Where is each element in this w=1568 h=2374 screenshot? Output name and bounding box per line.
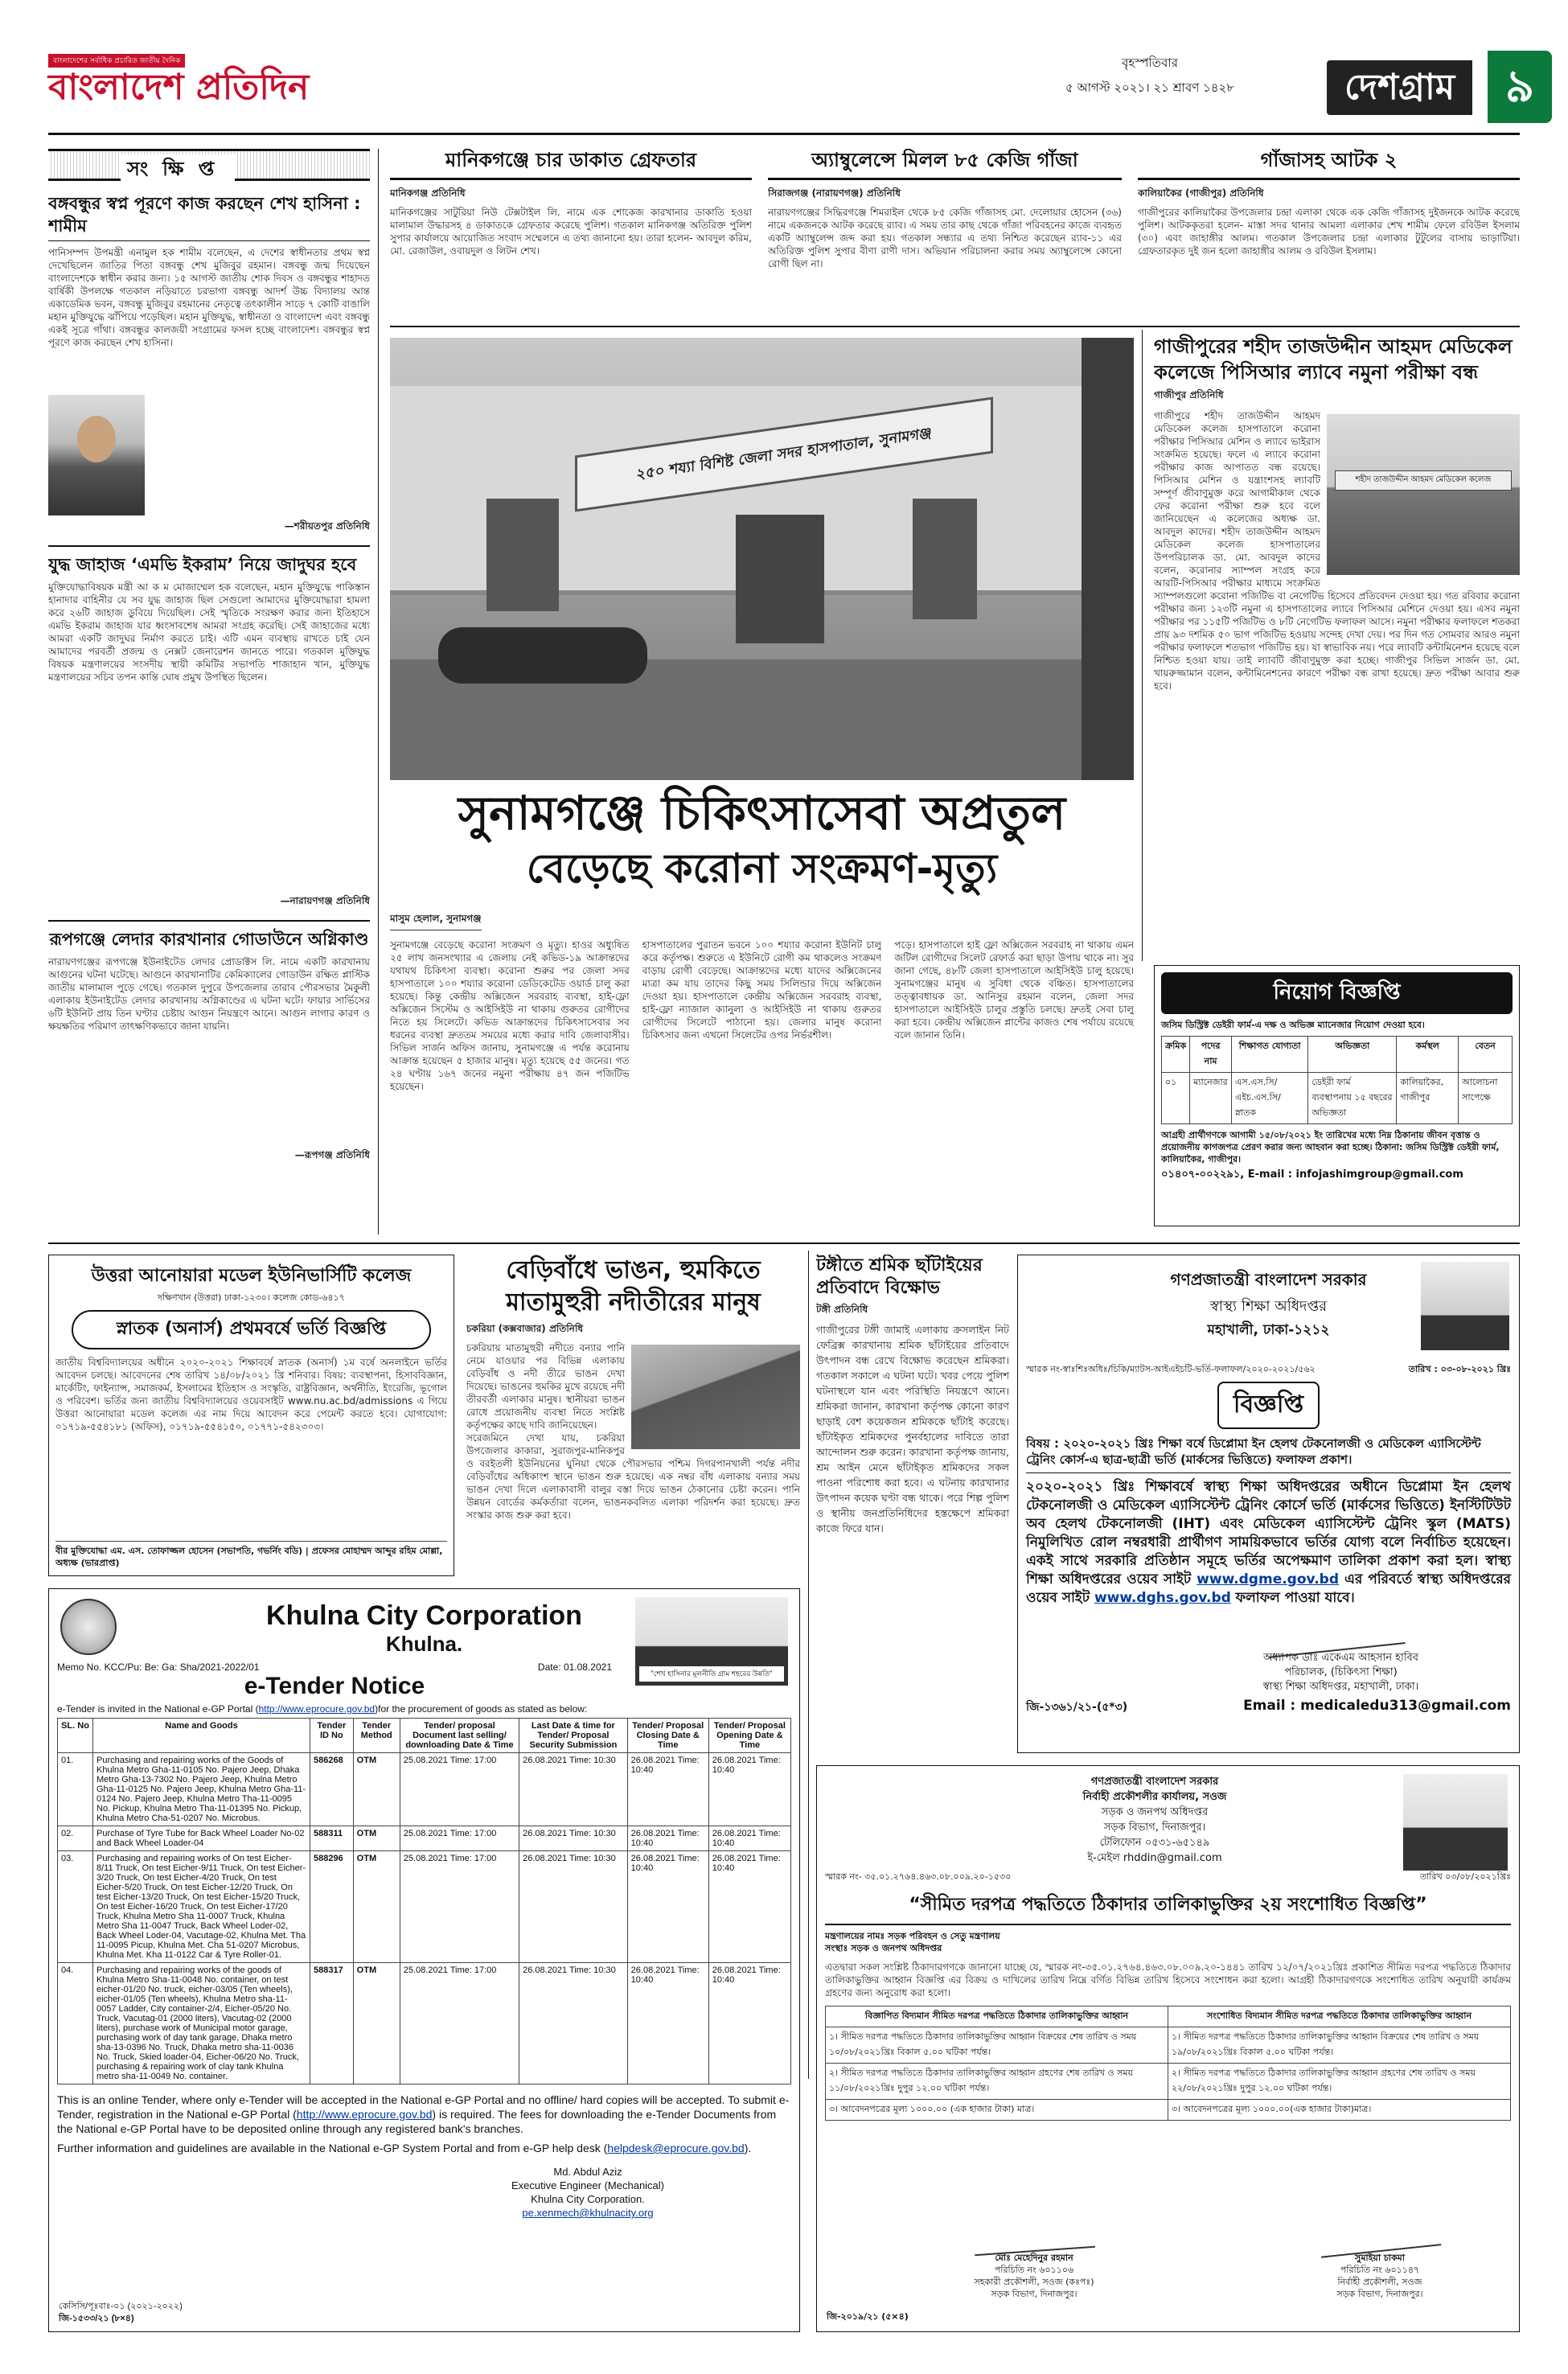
admission-pill-text: স্নাতক (অনার্স) প্রথমবর্ষে ভর্তি বিজ্ঞপ্তি xyxy=(116,1319,387,1339)
cell: 25.08.2021 Time: 17:00 xyxy=(400,1753,519,1826)
signatory-title: Executive Engineer (Mechanical) xyxy=(511,2179,665,2191)
rhd-office: নির্বাহী প্রকৌশলীর কার্যালয়, সওজ xyxy=(1082,1791,1227,1803)
rhd-title: “সীমিত দরপত্র পদ্ধতিতে ঠিকাদার তালিকাভুক্তির ২য় সংশোধিত বিজ্ঞপ্তি” xyxy=(825,1891,1511,1925)
memo-line xyxy=(1026,1363,1511,1375)
table-header: অভিজ্ঞতা xyxy=(1308,1037,1397,1073)
dghs-website-link[interactable]: www.dghs.gov.bd xyxy=(1094,1590,1231,1606)
cell: Purchase of Tyre Tube for Back Wheel Loader No-02 and Back Wheel Loader-04 xyxy=(93,1826,310,1851)
kcc-footer-text-b: ). xyxy=(744,2142,752,2154)
rhd-intro: এতদ্বারা সকল সংশ্লিষ্ট ঠিকাদারগণকে জানানো যাচ্ছে যে, স্মারক নং-৩৫.০১.২৭৬৪.৪৬৩.০৮.০০৯.২০-১৪৪১ তারিখ ১২/০৭/২০২১খ্রিঃ প্রকাশিত সীমিত দরপত্র পদ্ধতিতে ঠিকাদার তালিকাভুক্তির আহ্বান বিজ্ঞপ্তি এর বিক্রয় ও দাখিলের তারিখ নিম্নে বর্ণিত বিভিন্ন তারিখ হিসেবে সংশোধন করা হলো। আগ্রহী ঠিকাদারগণকে সংশোধিত তারিখ অনুযায়ী কার্যক্রম গ্রহণের জন্য অনুরোধ করা হলো। xyxy=(825,1961,1511,1998)
cell: ৩। আবেদনপত্রের মূল্য ১০০০.০০(এক হাজার টাকা)মাত্র। xyxy=(1168,2100,1511,2121)
lead-body xyxy=(390,909,1134,1230)
snippet-title: রূপগঞ্জে লেদার কারখানার গোডাউনে অগ্নিকাণ্ড xyxy=(49,930,369,949)
snippets-label-bar xyxy=(48,149,370,181)
mujib-year-logo xyxy=(1403,1774,1508,1871)
tender-header: Name and Goods xyxy=(93,1719,310,1753)
dept-address: মহাখালী, ঢাকা-১২১২ xyxy=(1207,1322,1330,1338)
rhd-header-row xyxy=(826,2006,1511,2027)
story-body-1: চকরিয়ায় মাতামুহুরী নদীতে বন্যার পানি নেমে যাওয়ার পর বিভিন্ন এলাকায় বেড়িবাঁধ ও নদী তীরে ভাঙন দেখা দিয়েছে। ভাঙনের হুমকির মুখে রয়েছে নদী তীরবর্তী এলাকার মানুষ। স্থানীয়রা ভাঙন রোধে প্রয়োজনীয় ব্যবস্থা নিতে সংশ্লিষ্ট কর্তৃপক্ষের কাছে দাবি জানিয়েছেন। xyxy=(466,1342,625,1431)
kcc-intro-tail: )for the procurement of goods as stated as below: xyxy=(375,1703,588,1715)
story-body: নারায়ণগঞ্জের সিদ্ধিরগঞ্জে শিমরাইল থেকে ৮৫ কেজি গাঁজাসহ মো. দেলোয়ার হোসেন (৩৬) নামে একজনকে আটক করেছে র‍্যাব। এ সময় তার কাছ থেকে গাঁজা পরিবহনের কাজে ব্যবহৃত একটি অ্যাম্বুলেন্স জব্দ করা হয়। গতকাল সন্ধ্যার এ তথ্য নিশ্চিত করেছেন র‍্যাব-১১ এর অতিরিক্ত পুলিশ সুপার বীণা রাণী দাস। অভিযান পরিচালনা করার সময় অ্যাম্বুলেন্সে কোনো রোগী ছিল না। xyxy=(768,207,1122,269)
top-story-2 xyxy=(768,149,1122,322)
lead-col-3: পড়ে। হাসপাতালে হাই ফ্লো অক্সিজেন সরবরাহ না থাকায় এমন জটিল রোগীদের সিলেট রেফার্ড করা ছাড়া উপায় থাকে না। সুর জানা গেছে, ৪৮টি জেলা হাসপাতালে আইসিইউ চালু হয়েছে। সুনামগঞ্জের মানুষ এ সুবিধা থেকে বঞ্চিত। হাসপাতালের তত্ত্বাবধায়ক ডা. আনিসুর রহমান বলেন, জেলা সদর হাসপাতালে আইসিইউ চালুর প্রস্তুতি চলছে। দ্রুতই সেবা চালু করা হবে। কেন্দ্রীয় অক্সিজেন প্লান্টের কাজও শেষ পর্যায়ে রয়েছে বলে জানান তিনি। xyxy=(894,939,1134,1041)
kcc-city: Khulna. xyxy=(385,1632,463,1656)
signatory-office: Khulna City Corporation. xyxy=(531,2193,645,2205)
college-admission-ad xyxy=(48,1255,454,1576)
cell: OTM xyxy=(353,1963,400,2084)
masthead-logo xyxy=(48,51,354,108)
job-ad-intro: জসিম ডিস্ট্রিক্ট ডেইরী ফার্ম-এ দক্ষ ও অভিজ্ঞ ম্যানেজার নিয়োগ দেওয়া হবে। xyxy=(1161,1020,1425,1030)
snippet-credit: —শরীয়তপুর প্রতিনিধি xyxy=(284,520,370,532)
rhd-ref: জি-২০১৯/২১ (৫×৪) xyxy=(827,2311,909,2322)
cell: ১। সীমিত দরপত্র পদ্ধতিতে ঠিকাদার তালিকাভুক্তির আহ্বান বিক্রয়ের শেষ তারিখ ও সময় ১০/০৮/২০২১খ্রিঃ বিকাল ৫.০০ ঘটিকা পর্যন্ত। xyxy=(826,2027,1168,2064)
dept-name: স্বাস্থ্য শিক্ষা অধিদপ্তর xyxy=(1209,1298,1328,1315)
cell: OTM xyxy=(353,1826,400,1851)
memo-date: তারিখ : ০৩-০৮-২০২১ খ্রিঃ xyxy=(1408,1364,1511,1374)
mid-rule xyxy=(48,1242,1520,1244)
notice-title-wrap xyxy=(1026,1382,1511,1429)
cell: 26.08.2021 Time: 10:40 xyxy=(627,1826,708,1851)
college-ad-body: জাতীয় বিশ্ববিদ্যালয়ের অধীনে ২০২০-২০২১ শিক্ষাবর্ষে স্নাতক (অনার্স) ১ম বর্ষে অনলাইনে ভর্তির আবেদন চলছে। আবেদনের শেষ তারিখ ১৪/০৮/২০২১ খ্রি শনিবার। বিষয়: ব্যবস্থাপনা, হিসাববিজ্ঞান, মার্কেটিং, ফাইন্যান্স, সমাজকর্ম, ইসলামের ইতিহাস ও সংস্কৃতি, রাষ্ট্রবিজ্ঞান, অর্থনীতি, ইংরেজি, ভূগোল ও পরিবেশ। ভর্তির জন্য জাতীয় বিশ্ববিদ্যালয়ের ওয়েবসাইট www.nu.ac.bd/admissions এ গিয়ে উত্তরা আনোয়ারা মডেল কলেজ এর নাম দিয়ে আবেদন করে পেমেন্ট করতে হবে। যোগাযোগ: ০১৭১৯-৫৫৪১৮১ (অফিস), ০১৭১৯-৫৫৪১৫০, ০১৭৭১-৫৪২৩০৩। xyxy=(55,1357,447,1432)
rhd-header: সংশোধিত বিদ্যমান সীমিত দরপত্র পদ্ধতিতে ঠিকাদার তালিকাভুক্তির আহ্বান xyxy=(1168,2006,1511,2027)
rhd-email[interactable]: ই-মেইল rhddin@gmail.com xyxy=(1087,1852,1222,1864)
cell: Purchasing and repairing works of the Goods of Khulna Metro Gha-11-0105 No. Pajero Jeep, Dhaka Metro Gha-13-7302 No. Pajero Jeep, Khulna Metro Gha-11-0125 No. Pajero Jeep, Khulna Metro Gha-11-0124 No. Pajero Jeep, Khulna Metro Tha-11-0095 No. Pickup, Khulna Metro Tha-11-01395 No. Pickup, Khulna Metro Cha-51-0207 No. Microbus. xyxy=(93,1753,310,1826)
snippet-portrait-photo xyxy=(48,395,145,515)
rhd-phone: টেলিফোন ০৫৩১-৬৫১৪৯ xyxy=(1099,1837,1210,1849)
cell: 26.08.2021 Time: 10:40 xyxy=(708,1826,790,1851)
kcc-memo-line xyxy=(57,1661,612,1673)
kcc-memo: Memo No. KCC/Pu: Be: Ga: Sha/2021-2022/01 xyxy=(57,1661,260,1673)
rhd-dept: সড়ক ও জনপথ অধিদপ্তর xyxy=(1101,1806,1209,1818)
signatory-title: নির্বাহী প্রকৌশলী, সওজ xyxy=(1337,2277,1422,2287)
rhd-row xyxy=(826,2027,1511,2064)
kcc-refs xyxy=(59,2301,183,2325)
cell: 26.08.2021 Time: 10:40 xyxy=(627,1753,708,1826)
photo-sign: শহীদ তাজউদ্দীন আহমদ মেডিকেল কলেজ xyxy=(1335,470,1512,491)
notice-subject: বিষয় : ২০২০-২০২১ খ্রিঃ শিক্ষা বর্ষে ডিপ্লোমা ইন হেলথ টেকনোলজী ও মেডিকেল এ্যাসিস্টেন্ট ট্রেনিং কোর্স-এ ছাত্র-ছাত্রী ভর্তি (মার্কসের ভিত্তিতে) ফলাফল প্রকাশ। xyxy=(1026,1435,1511,1473)
cell: 03. xyxy=(58,1851,93,1963)
signatory-office: সড়ক বিভাগ, দিনাজপুর। xyxy=(1336,2289,1423,2299)
cell: 26.08.2021 Time: 10:40 xyxy=(708,1851,790,1963)
table-cell: আলোচনা সাপেক্ষে xyxy=(1459,1073,1513,1124)
signatory-id: পরিচিতি নং ৬০১১৪৭ xyxy=(1340,2265,1420,2275)
khulna-tender-notice xyxy=(48,1588,800,2332)
snippet-body: মুক্তিযোদ্ধাবিষয়ক মন্ত্রী আ ক ম মোজাম্মেল হক বলেছেন, মহান মুক্তিযুদ্ধে পাকিস্তান হানাদার বাহিনীর যে সব যুদ্ধ জাহাজ ছিল সেগুলো আমাদের মুক্তিযোদ্ধারা হামলা করে ২৬টি জাহাজ ডুবিয়ে দিয়েছিল। সেই স্মৃতিকে সংরক্ষণ করার জন্য ইতিহাসে এমভি ইকরাম জাহাজ যার ধ্বংসাবশেষ আমরা সংগ্রহ করেছি। সেই জাহাজের মধ্যে আমরা একটি জাদুঘর নির্মাণ করতে চাই। এটি এমন ব্যবস্থায় রাখতে চাই যেন আমাদের পরবর্তী প্রজন্ম ও নেক্সট জেনারেশন জানতে পারে। গতকাল মুক্তিযুদ্ধ বিষয়ক মন্ত্রণালয়ের সংসদীয় স্থায়ী কমিটির সভাপতি শাজাহান খান, মুক্তিযুদ্ধ মন্ত্রণালয়ের সচিব তপন কান্তি ঘোষ প্রমুখ উপস্থিত ছিলেন। xyxy=(48,581,370,683)
job-ad-table xyxy=(1161,1036,1513,1124)
matamuhuri-story xyxy=(466,1255,800,1576)
tender-row xyxy=(58,1851,791,1963)
cell: 01. xyxy=(58,1753,93,1826)
tender-row xyxy=(58,1826,791,1851)
masthead xyxy=(48,44,1535,129)
table-header: বেতন xyxy=(1459,1037,1513,1073)
sign-text: ২৫০ শয্যা বিশিষ্ট জেলা সদর হাসপাতাল, সুনামগঞ্জ xyxy=(636,425,932,483)
masthead-weekday: বৃহস্পতিবার xyxy=(1122,55,1178,70)
story-headline: অ্যাম্বুলেন্সে মিলল ৮৫ কেজি গাঁজা xyxy=(768,149,1122,180)
cell: 04. xyxy=(58,1963,93,2084)
story-body-2: সরেজমিনে দেখা যায়, চকরিয়া উপজেলার কাকারা, সুরাজপুর-মানিকপুর ও বরইতলী ইউনিয়নের ঘুনিয়া থেকে পৌরসভার পশ্চিম দিগরপানখালী পর্যন্ত নদীর বেড়িবাঁধের অধিকাংশ স্থানে ভাঙন শুরু হয়েছে। এক নম্বর বাঁধ এলাকায় বন্যার সময় ভাঙন দেখা দিলে এলাকাবাসী বালুর বস্তা দিয়ে ভাঙন ঠেকানোর চেষ্টা করেন। পানি উন্নয়ন বোর্ডের কর্মকর্তারা বলেন, ভাঙনকবলিত এলাকা পরিদর্শন করা হয়েছে। দ্রুত সংস্কার কাজ শুরু করা হবে। xyxy=(466,1432,800,1521)
notice-body xyxy=(1026,1478,1511,1608)
cell: 588296 xyxy=(310,1851,354,1963)
kcc-footer-1 xyxy=(57,2093,791,2136)
story-headline: টঙ্গীতে শ্রমিক ছাঁটাইয়ের প্রতিবাদে বিক্ষোভ xyxy=(816,1255,983,1298)
table-cell: ম্যানেজার xyxy=(1190,1073,1232,1124)
rhd-memo-date: তারিখ ০৩/০৮/২০২১খ্রিঃ xyxy=(1419,1871,1511,1882)
gazipur-story xyxy=(1154,334,1520,961)
cell: 26.08.2021 Time: 10:40 xyxy=(627,1963,708,2084)
table-cell: কালিয়াকৈর, গাজীপুর xyxy=(1397,1073,1459,1124)
snippet-body: নারায়ণগঞ্জের রূপগঞ্জে ইউনাইটেড লেদার প্রোডাক্টস লি. নামে একটি কারখানায় আগুনের ঘটনা ঘটেছে। আগুনে কারখানাটির কেমিক্যালের গোডাউন রক্ষিত প্লাস্টিক জাতীয় মালামাল পুড়ে গেছে। গতকাল দুপুরে উপজেলার তারাব পৌরসভার মৈকুলী এলাকায় ইউনাইটেড লেদার কারখানায় অগ্নিকাণ্ডের এ ঘটনা ঘটে। ফায়ার সার্ভিসের ৬টি ইউনিট প্রায় তিন ঘণ্টার চেষ্টায় আগুন নিয়ন্ত্রণে আনে। আগুন লাগার কারণ ও ক্ষয়ক্ষতির পরিমাণ তাৎক্ষণিকভাবে জানা যায়নি। xyxy=(48,956,370,1032)
story-headline: গাঁজাসহ আটক ২ xyxy=(1138,149,1520,180)
snippet-2 xyxy=(48,545,370,907)
snippet-3 xyxy=(48,920,370,1161)
signatory-name: সুমাইয়া চাকমা xyxy=(1355,2253,1405,2263)
story-byline: টঙ্গী প্রতিনিধি xyxy=(816,1304,868,1315)
cell: ৩। আবেদনপত্রের মূল্য ১০০০.০০ (এক হাজার টাকা) মাত্র। xyxy=(826,2100,1168,2121)
rhd-memo: স্মারক নং- ৩৫.০১.২৭৬৪.৪৬৩.০৮.০০৯.২০-১৫৩০ xyxy=(825,1871,1012,1882)
cell: 26.08.2021 Time: 10:30 xyxy=(519,1753,628,1826)
table-row xyxy=(1162,1073,1513,1124)
snippet-body: পানিসম্পদ উপমন্ত্রী এনামুল হক শামীম বলেছেন, এ দেশের স্বাধীনতার প্রথম স্বপ্ন দেখেছিলেন জাতির পিতা বঙ্গবন্ধু শেখ মুজিবুর রহমান। বঙ্গবন্ধু জন্ম দিয়েছেন বাংলাদেশকে স্বাধীন করার জন্য। ১৫ আগস্ট জাতীয় শোক দিবস ও বঙ্গবন্ধুর শাহাদত বার্ষিকী উপলক্ষে গতকাল নড়িয়াতে চরভাগা বঙ্গবন্ধু আদর্শ উচ্চ বিদ্যালয় আন্ত একাডেমিক ভবন, বঙ্গবন্ধু মুজিবুর রহমানের নেতৃত্বে তৎকালীন সাড়ে ৭ কোটি বাঙালি মহান মুক্তিযুদ্ধে ঝাঁপিয়ে পড়েছিল। মহান মুক্তিযুদ্ধ, স্বাধীনতা ও বাংলাদেশ এবং বঙ্গবন্ধু একই সূত্রে গাঁথা। বঙ্গবন্ধুর কালজয়ী সংগ্রামের ফসল হচ্ছে বাংলাদেশ। বঙ্গবন্ধুর স্বপ্ন পূরণে কাজ করছেন শেখ হাসিনা। xyxy=(48,247,370,348)
cell: ১। সীমিত দরপত্র পদ্ধতিতে ঠিকাদার তালিকাভুক্তির আহ্বান বিক্রয়ের শেষ তারিখ ও সময় ১৯/০৮/২০২১খ্রিঃ বিকাল ৫.০০ ঘটিকা পর্যন্ত। xyxy=(1168,2027,1511,2064)
cell: 25.08.2021 Time: 17:00 xyxy=(400,1826,519,1851)
eprocure-link[interactable]: http://www.eprocure.gov.bd xyxy=(258,1703,376,1715)
story-headline: গাজীপুরের শহীদ তাজউদ্দীন আহমদ মেডিকেল কলেজে পিসিআর ল্যাবে নমুনা পরীক্ষা বন্ধ xyxy=(1154,335,1513,384)
kcc-intro-text: e-Tender is invited in the National e-GP Portal ( xyxy=(57,1703,259,1715)
signatory-title: পরিচালক, (চিকিৎসা শিক্ষা) xyxy=(1284,1666,1398,1678)
table-cell: এস.এস.সি/ এইচ.এস.সি/ স্নাতক xyxy=(1232,1073,1308,1124)
masthead-date-text: ৫ আগস্ট ২০২১। ২১ শ্রাবণ ১৪২৮ xyxy=(1065,80,1234,95)
cell: 588311 xyxy=(310,1826,354,1851)
snippet-1 xyxy=(48,192,370,532)
notice-text-mid: এর পরিবর্তে স্বাস্থ্য অধিদপ্তরের ওয়েব সাইট xyxy=(1026,1571,1512,1606)
snippet-title: বঙ্গবন্ধুর স্বপ্ন পূরণে কাজ করছেন শেখ হাসিনা : শামীম xyxy=(48,192,370,241)
lead-byline: মাসুম হেলাল, সুনামগঞ্জ xyxy=(390,912,482,930)
college-ad-signatures: বীর মুক্তিযোদ্ধা এম. এস. তোফাজ্জল হোসেন (সভাপতি, গভর্নিং বডি) | প্রফেসর মোহাম্মদ আব্দুর রহিম মোল্লা, অধ্যক্ষ (ভারপ্রাপ্ত) xyxy=(55,1541,447,1569)
story-byline: গাজীপুর প্রতিনিধি xyxy=(1154,389,1224,400)
rhd-table xyxy=(825,2006,1511,2121)
eprocure-link[interactable]: http://www.eprocure.gov.bd xyxy=(296,2108,433,2121)
kcc-footer-text: Further information and guidelines are available in the National e-GP System Portal and from e-GP help desk ( xyxy=(57,2142,608,2154)
cell: 26.08.2021 Time: 10:40 xyxy=(708,1753,790,1826)
table-header: শিক্ষাগত যোগ্যতা xyxy=(1232,1037,1308,1073)
story-byline: কালিয়াকৈর (গাজীপুর) প্রতিনিধি xyxy=(1138,187,1264,199)
signatory-id: পরিচিতি নং ৬০১১০৬ xyxy=(994,2265,1074,2275)
column-divider xyxy=(378,149,379,1234)
cell: OTM xyxy=(353,1753,400,1826)
kcc-date: Date: 01.08.2021 xyxy=(537,1661,612,1673)
column-divider xyxy=(1142,330,1143,961)
college-address: দক্ষিণখান (উত্তরা) ঢাকা-১২৩০। কলেজ কোড-৬৪১৭ xyxy=(158,1292,345,1303)
table-header: পদের নাম xyxy=(1190,1037,1232,1073)
signatory-office: সড়ক বিভাগ, দিনাজপুর। xyxy=(991,2289,1077,2299)
kcc-ref-1: কেসিসি/পূঃবাঃ-০১ (২০২১-২০২২) xyxy=(59,2302,183,2311)
kcc-ref-2: জি-১৫৩৩/২১ (৮×৪) xyxy=(59,2314,134,2323)
badge-quote: "শেখ হাসিনার মূলনীতি গ্রাম শহরের উন্নতি" xyxy=(638,1665,785,1682)
lead-headline-line2: বেড়েছে করোনা সংক্রমণ-মৃত্যু xyxy=(526,845,998,892)
rhd-tender-notice xyxy=(816,1765,1520,2332)
story-headline-1: বেড়িবাঁধে ভাঙন, হুমকিতে xyxy=(506,1256,761,1284)
kcc-footer-text: This is an online Tender, where only e-Tender will be accepted in the National e-GP Portal and no offline/ hard copies will be accepted. To submit e-Tender, registration in the National e-GP Portal ( xyxy=(57,2093,790,2121)
photo-door-right xyxy=(913,499,977,619)
cell: 25.08.2021 Time: 17:00 xyxy=(400,1851,519,1963)
cell: OTM xyxy=(353,1851,400,1963)
photo-motorbikes xyxy=(438,627,647,684)
cell: 26.08.2021 Time: 10:30 xyxy=(519,1826,628,1851)
tender-row xyxy=(58,1963,791,2084)
cell: 26.08.2021 Time: 10:30 xyxy=(519,1963,628,2084)
lead-col-1: সুনামগঞ্জে বেড়েছে করোনা সংক্রমণ ও মৃত্যু। হাওর অধ্যুষিত ২৫ লাখ জনসংখ্যার এ জেলায় নেই কভিড-১৯ আক্রান্তদের যথাযথ চিকিৎসা ব্যবস্থা। করোনা শুরুর পর জেলা সদর হাসপাতালে ১০০ শয্যার করোনা ডেডিকেটেড ওয়ার্ড চালু করা হয়েছে। কিন্তু কেন্দ্রীয় অক্সিজেন সরবরাহ ব্যবস্থা, হাই-ফ্লো অক্সিজেন সিস্টেম ও আইসিইউ না থাকায় গুরুতর রোগীদের নিতে হয় সিলেটে। কভিড আক্রান্তদের চিকিৎসাসেবার সব ধরনের ব্যবস্থা দ্রুততম সময়ের মধ্যে করার দাবি জেলাবাসীর। সিভিল সার্জন অফিস জানায়, সুনামগঞ্জে এ পর্যন্ত করোনায় আক্রান্ত হয়েছেন ৫ হাজার মানুষ। মৃত্যু হয়েছে ৫৫ জনের। গত ২৪ ঘণ্টায় ১৬৭ জনের নমুনা পরীক্ষায় ৪৭ জন পজিটিভ হয়েছেন। xyxy=(390,939,630,1092)
cell: Purchasing and repairing works of the goods of Khulna Metro Sha-11-0048 No. container, on test eicher-01/20 No. truck, eicher-03/05 (Ten wheels), eicher-01/05 (Ten wheels), Khulna Metro sha-11-0057 Ladder, City container-2/4, Eicher-05/20 No. Truck, Vacutag-01 (2000 liters), Vacutag-02 (2000 liters), purchase work of Municipal motor garage, purchasing work of day tank garage, Dhaka metro sha-13-0396 No. Truck, Dhaka metro sha-11-0036 No. Truck, Skied loader-04, Eicher-06/20 No. Truck, purchasing & repairing work of clay tank Khulna metro sha-11-0049 No. container. xyxy=(93,1963,310,2084)
helpdesk-email-link[interactable]: helpdesk@eprocure.gov.bd xyxy=(607,2142,745,2154)
gov-name: গণপ্রজাতন্ত্রী বাংলাদেশ সরকার xyxy=(1170,1270,1367,1289)
snippets-label: সংক্ষিপ্ত xyxy=(121,154,235,187)
notice-email[interactable]: Email : medicaledu313@gmail.com xyxy=(1243,1698,1511,1714)
story-body: গাজীপুরের টঙ্গী জামাই এলাকায় ক্রসলাইন নিট ফেব্রিক্স কারখানায় শ্রমিক ছাঁটাইয়ের প্রতিবাদে উৎপাদন বন্ধ রেখে বিক্ষোভ করেছেন শ্রমিকরা। গতকাল সকালে এ ঘটনা ঘটে। খবর পেয়ে পুলিশ ঘটনাস্থলে যান এবং পরিস্থিতি নিয়ন্ত্রণে আনে। শ্রমিকরা জানান, কারখানা কর্তৃপক্ষ কোনো কারণ ছাড়াই বেশ কয়েকজন শ্রমিককে ছাঁটাই করেছে। ছাঁটাইকৃত শ্রমিকদের পুনর্বহালের দাবিতে তারা আন্দোলন শুরু করেন। কারখানা কর্তৃপক্ষ জানায়, শ্রম আইন মেনে ছাঁটাইকৃত শ্রমিকদের সকল পাওনা পরিশোধ করা হবে। এ ঘটনায় কারখানার উৎপাদন কয়েক ঘণ্টা বন্ধ থাকে। পরে শিল্প পুলিশ ও স্থানীয় জনপ্রতিনিধিদের হস্তক্ষেপে শ্রমিকরা কাজে ফিরে যান। xyxy=(816,1324,1009,1534)
lead-photo-hospital xyxy=(390,338,1134,780)
photo-tree xyxy=(1082,338,1134,780)
snippet-title: যুদ্ধ জাহাজ ‘এমভি ইকরাম’ নিয়ে জাদুঘর হবে xyxy=(48,555,357,574)
tender-row xyxy=(58,1753,791,1826)
lead-col-2: হাসপাতালের পুরাতন ভবনে ১০০ শয্যার করোনা ইউনিট চালু করে কর্তৃপক্ষ। শুরুতে এ ইউনিটে রোগী কম থাকলেও সংক্রমণ বাড়ায় রোগী বেড়েছে। আক্রান্তদের মধ্যে যাদের অক্সিজেনের মাত্রা কম যায় তাদের কিছু সময় সিলিন্ডার দিয়ে অক্সিজেন দেওয়া হয়। হাসপাতালে কেন্দ্রীয় অক্সিজেন সরবরাহ ব্যবস্থা, হাই-ফ্লো ন্যাজাল ক্যানুলা ও আইসিইউ না থাকায় গুরুতর রোগীদের সিলেটে পাঠানো হয়। জেলার মানুষ করোনা চিকিৎসার জন্য এখনো সিলেটের ওপর নির্ভরশীল। xyxy=(642,939,882,1041)
snippet-credit: —নারায়ণগঞ্জ প্রতিনিধি xyxy=(280,895,370,906)
memo-number: স্মারক নং-স্বাঃশিঃঅধিঃ/চিকি/ম্যাটস-আইএইচটি-ভর্তি-ফলাফল/২০২০-২০২১/৫৬২ xyxy=(1026,1364,1316,1374)
page-number: ৯ xyxy=(1488,51,1552,123)
rhd-agency: সংস্থাঃ সড়ক ও জনপথ অধিদপ্তর xyxy=(825,1943,942,1953)
job-ad-title: নিয়োগ বিজ্ঞপ্তি xyxy=(1273,980,1401,1004)
rhd-memo-line xyxy=(825,1871,1511,1883)
tender-table xyxy=(57,1718,791,2084)
signature-scribble xyxy=(973,2220,1095,2256)
rhd-signature-1 xyxy=(938,2224,1131,2300)
dgme-website-link[interactable]: www.dgme.gov.bd xyxy=(1197,1571,1340,1587)
cell: 26.08.2021 Time: 10:30 xyxy=(519,1851,628,1963)
kcc-intro xyxy=(57,1703,791,1715)
signatory-name: মোঃ মেহেদিনুর রহমান xyxy=(995,2253,1073,2263)
cell: 586268 xyxy=(310,1753,354,1826)
table-header: কর্মস্থল xyxy=(1397,1037,1459,1073)
story-byline: চকরিয়া (কক্সবাজার) প্রতিনিধি xyxy=(466,1323,584,1334)
tender-header: Tender/ Proposal Opening Date & Time xyxy=(708,1719,790,1753)
notice-ref: জি-১৩৬১/২১-(৫*৩) xyxy=(1026,1701,1128,1714)
gazipur-photo xyxy=(1327,414,1520,575)
top-stories-rule xyxy=(390,326,1520,327)
kcc-signatory xyxy=(475,2165,700,2220)
table-cell: ০১ xyxy=(1162,1073,1190,1124)
tender-header: Tender/ Proposal Closing Date & Time xyxy=(627,1719,708,1753)
signatory-email[interactable]: pe.xenmech@khulnacity.org xyxy=(522,2207,654,2219)
job-ad xyxy=(1154,965,1520,1226)
kcc-footer-text-b: ) is required. The fees for downloading the e-Tender Documents from the National e-GP Portal have to be deposited online through any registered bank's branches. xyxy=(57,2108,777,2135)
tender-header: SL. No xyxy=(58,1719,93,1753)
top-story-1 xyxy=(390,149,752,322)
mujib-year-logo xyxy=(1421,1262,1509,1350)
dgme-notice xyxy=(1017,1255,1520,1753)
lead-headline-line1: সুনামগঞ্জে চিকিৎসাসেবা অপ্রতুল xyxy=(458,786,1066,840)
college-name: উত্তরা আনোয়ারা মডেল ইউনিভার্সিটি কলেজ xyxy=(91,1266,412,1286)
story-body: গাজীপুরে শহীদ তাজউদ্দীন আহমদ মেডিকেল কলেজ হাসপাতালে করোনা পরীক্ষার পিসিআর মেশিন ও ল্যাবে ভাইরাস সংক্রমিত হয়েছে। ফলে এ ল্যাবে করোনা পরীক্ষার কাজ আপাতত বন্ধ রয়েছে। পিসিআর মেশিন ও যন্ত্রাংশসহ ল্যাবটি সম্পূর্ণ জীবাণুমুক্ত করে আগামীকাল থেকে ফের করোনা পরীক্ষা শুরু হবে বলে জানিয়েছেন এ কলেজের অধ্যক্ষ ডা. আবদুল কাদের। শহীদ তাজউদ্দীন আহমদ মেডিকেল কলেজ হাসপাতালের উপপরিচালক ডা. মো. আবদুল কাদের বলেন, করোনার স্যাম্পল সংগ্রহ করে আরটি-পিসিআর পরীক্ষার মাধ্যমে সংক্রমিত স্যাম্পলগুলো করোনা পজিটিভ বা নেগেটিভ হিসেবে প্রতিবেদন দেওয়া হয়। গত রবিবার করোনা পরীক্ষার জন্য ১২৩টি নমুনা এ হাসপাতালের ল্যাবে পিসিআর মেশিনে দেওয়া হয়। এসব নমুনা পরীক্ষার পর ১১৫টি পজিটিভ ও ৮টি নেগেটিভ ফলাফল আসে। নমুনা পরীক্ষার ফলাফলে শতকরা প্রায় ৯৩ দশমিক ৫০ ভাগ পজিটিভ হওয়ায় সন্দেহ দেখা দেয়। পর দিন গত সোমবার আরও নমুনা পরীক্ষার ফলাফলে শতভাগ পজিটিভ হয়। যা স্বাভাবিক নয়। পরে ল্যাবটি কন্টামিনেশন হয়েছে বলে নিশ্চিত হওয়া যায়। তাই ল্যাবটি জীবাণুমুক্ত করা হচ্ছে। গাজীপুর সিভিল সার্জন ডা. মো. খায়রুজ্জামান বলেন, কন্টামিনেশনের কারণে পরীক্ষা বন্ধ রাখা হয়েছে। দ্রুত পরীক্ষা আবার শুরু হবে। xyxy=(1154,410,1520,692)
notice-text-tail: ফলাফল পাওয়া যাবে। xyxy=(1235,1590,1355,1606)
notice-text: ২০২০-২০২১ খ্রিঃ শিক্ষাবর্ষে স্বাস্থ্য শিক্ষা অধিদপ্তরের অধীনে ডিপ্লোমা ইন হেলথ টেকনোলজী ও মেডিকেল এ্যাসিস্টেন্ট ট্রেনিং কোর্সে ভর্তি (মার্কসের ভিত্তিতে) ইনস্টিটিউট অব হেলথ টেকনোলজী (IHT) এবং মেডিকেল এ্যাসিস্টেন্ট ট্রেনিং স্কুল (MATS) নিমুলিখিত রোল নম্বরধারী প্রার্থীগণ সাময়িকভাবে ভর্তির যোগ্য বলে নির্বাচিত হয়েছেন। একই সাথে সরকারি প্রতিষ্ঠান সমূহে ভর্তির অপেক্ষমাণ তালিকা প্রকাশ করা হল। স্বাস্থ্য শিক্ষা অধিদপ্তরের ওয়েব সাইট xyxy=(1026,1479,1511,1587)
cell: 25.08.2021 Time: 17:00 xyxy=(400,1963,519,2084)
signatory-name: Md. Abdul Aziz xyxy=(553,2166,622,2178)
signatory-name: অধ্যাপক ডাঃ একেএম আহসান হাবিব xyxy=(1262,1652,1419,1664)
masthead-date xyxy=(981,54,1319,99)
lead-headline xyxy=(390,784,1134,895)
rhd-div: সড়ক বিভাগ, দিনাজপুর। xyxy=(1103,1822,1206,1834)
job-ad-title-bar xyxy=(1161,972,1513,1014)
rhd-gov: গণপ্রজাতন্ত্রী বাংলাদেশ সরকার xyxy=(1090,1776,1219,1788)
masthead-rule xyxy=(48,133,1520,135)
masthead-tagline: বাংলাদেশের সর্বাধিক প্রচারিত জাতীয় দৈনিক xyxy=(48,54,185,68)
kcc-notice-title: e-Tender Notice xyxy=(244,1673,425,1699)
rhd-row xyxy=(826,2100,1511,2121)
admission-pill xyxy=(72,1310,431,1349)
photo-door-center xyxy=(736,515,824,643)
rhd-ministry: মন্ত্রণালয়ের নামঃ সড়ক পরিবহন ও সেতু মন্ত্রণালয় xyxy=(825,1931,1000,1941)
story-headline: মানিকগঞ্জে চার ডাকাত গ্রেফতার xyxy=(390,149,752,180)
snippet-credit: —রূপগঞ্জ প্রতিনিধি xyxy=(294,1149,370,1160)
story-body: মানিকগঞ্জের সাটুরিয়া নিউ টেক্সটাইল লি. নামে এক শোকেজ কারখানার ডাকাতি হওয়া মালামাল উদ্ধারসহ ৪ ডাকাতকে গ্রেফতার করেছে পুলিশ। গতকাল মানিকগঞ্জ অতিরিক্ত পুলিশ সুপার কার্যালয়ে আয়োজিত সংবাদ সম্মেলনে এ তথ্য জানানো হয়। তারা হলেন- আবদুল করিম, মো. রেজাউল, ওবায়দুল ও লিটন শেখ। xyxy=(390,207,752,257)
kcc-seal xyxy=(60,1599,117,1655)
tender-header: Last Date & time for Tender/ Proposal Security Submission xyxy=(519,1719,628,1753)
cell: Purchasing and repairing works of On test Eicher-8/11 Truck, On test Eicher-9/11 Truck, On test Eicher-3/20 Truck, On test Eicher-4/20 Truck, On test Eicher-5/20 Truck, On test Eicher-12/20 Truck, On test Eicher-13/20 Truck, On test Eicher-15/20 Truck, On test Eicher-16/20 Truck, On test Eicher-17/20 Truck, Khulna Metro Sha 11-0007 Truck, Khulna Metro Sha 11-0047 Truck, Back Wheel Loder-02, Back Wheel Loder-04, Vacutage-02, Khulna Met. Tha 11-0095 Picup, Khulna Met. Cha 51-0207 Microbus, Khulna Met. Kha 11-0122 Car & Tyre Roller-01. xyxy=(93,1851,310,1963)
tender-header: Tender Method xyxy=(353,1719,400,1753)
mujib-year-logo xyxy=(635,1597,788,1686)
masthead-name: বাংলাদেশ প্রতিদিন xyxy=(48,67,310,108)
table-header-row xyxy=(1162,1037,1513,1073)
notice-footer xyxy=(1026,1698,1511,1717)
job-ad-contact: ০১৪০৭-০০২২৯১, E-mail : infojashimgroup@gmail.com xyxy=(1161,1169,1463,1181)
rhd-header: বিজ্ঞাপিত বিদ্যমান সীমিত দরপত্র পদ্ধতিতে ঠিকাদার তালিকাভুক্তির আহ্বান xyxy=(826,2006,1168,2027)
signatory-office: স্বাস্থ্য শিক্ষা অধিদপ্তর, মহাখালী, ঢাকা। xyxy=(1262,1681,1419,1693)
column-divider xyxy=(808,1251,809,2079)
signatory xyxy=(1171,1651,1511,1694)
job-ad-footer: আগ্রহী প্রার্থীগণকে আগামী ১৫/০৮/২০২১ ইং তারিখের মধ্যে নিম্ন ঠিকানায় জীবন বৃত্তান্ত ও প্রয়োজনীয় কাগজপত্র প্রেরণ করার জন্য আহবান করা হচ্ছে। ঠিকানা: জসিম ডিস্ট্রিক্ট ডেইরী ফার্ম, কালিয়াকৈর, গাজীপুর। xyxy=(1161,1130,1500,1164)
portrait-face xyxy=(77,416,116,462)
rhd-signature-2 xyxy=(1283,2224,1476,2300)
section-name: দেশগ্রাম xyxy=(1327,60,1472,115)
tender-header: Tender/ proposal Document last selling/ downloading Date & Time xyxy=(400,1719,519,1753)
story-byline: সিরাজগঞ্জ (নারায়ণগঞ্জ) প্রতিনিধি xyxy=(768,187,901,199)
kcc-footer-2 xyxy=(57,2141,791,2155)
cell: 02. xyxy=(58,1826,93,1851)
cell: ২। সীমিত দরপত্র পদ্ধতিতে ঠিকাদার তালিকাভুক্তির আহ্বান গ্রহণের শেষ তারিখ ও সময় ১১/০৮/২০২১খ্রিঃ দুপুর ১২.০০ ঘটিকা পর্যন্ত। xyxy=(826,2064,1168,2100)
story-body: গাজীপুরের কালিয়াকৈর উপজেলার চন্দ্রা এলাকা থেকে এক কেজি গাঁজাসহ দুইজনকে আটক করেছে পুলিশ। আটককৃতরা হলেন- মাস্তা সদর থানার আমলা এলাকার শেখ শামীম ফেলে রবিউল ইসলাম (৩০) এবং জাহাঙ্গীর আলম। গতকাল উপজেলার চন্দ্রা এলাকার টুটুলের বাসায় ভাড়াটিয়া। গ্রেফতারকৃত দুই জন হলো জাহাঙ্গীর আলম ও রবিউল ইসলাম। xyxy=(1138,207,1520,257)
signatory-title: সহকারী প্রকৌশলী, সওজ (কঃপঃ) xyxy=(974,2277,1094,2287)
rhd-header xyxy=(825,1774,1484,1866)
snippets-column xyxy=(48,149,370,1234)
rhd-row xyxy=(826,2064,1511,2100)
cell: 588317 xyxy=(310,1963,354,2084)
riverbank-photo xyxy=(631,1345,800,1449)
table-header: ক্রমিক xyxy=(1162,1037,1190,1073)
top-story-3 xyxy=(1138,149,1520,322)
photo-door-left xyxy=(486,499,559,611)
story-headline-2: মাতামুহুরী নদীতীরের মানুষ xyxy=(506,1288,761,1316)
table-cell: ডেইরী ফার্ম ব্যবস্থাপনায় ১৫ বছরের অভিজ্ঞতা xyxy=(1308,1073,1397,1124)
cell: 26.08.2021 Time: 10:40 xyxy=(708,1963,790,2084)
story-byline: মানিকগঞ্জ প্রতিনিধি xyxy=(390,187,466,199)
tender-header-row xyxy=(58,1719,791,1753)
kcc-title: Khulna City Corporation xyxy=(266,1600,582,1631)
notice-title: বিজ্ঞপ্তি xyxy=(1217,1382,1320,1429)
cell: 26.08.2021 Time: 10:40 xyxy=(627,1851,708,1963)
cell: ২। সীমিত দরপত্র পদ্ধতিতে ঠিকাদার তালিকাভুক্তির আহ্বান গ্রহণের শেষ তারিখ ও সময় ২২/০৮/২০২১খ্রিঃ দুপুর ১২.০০ ঘটিকা পর্যন্ত। xyxy=(1168,2064,1511,2100)
tender-header: Tender ID No xyxy=(310,1719,354,1753)
